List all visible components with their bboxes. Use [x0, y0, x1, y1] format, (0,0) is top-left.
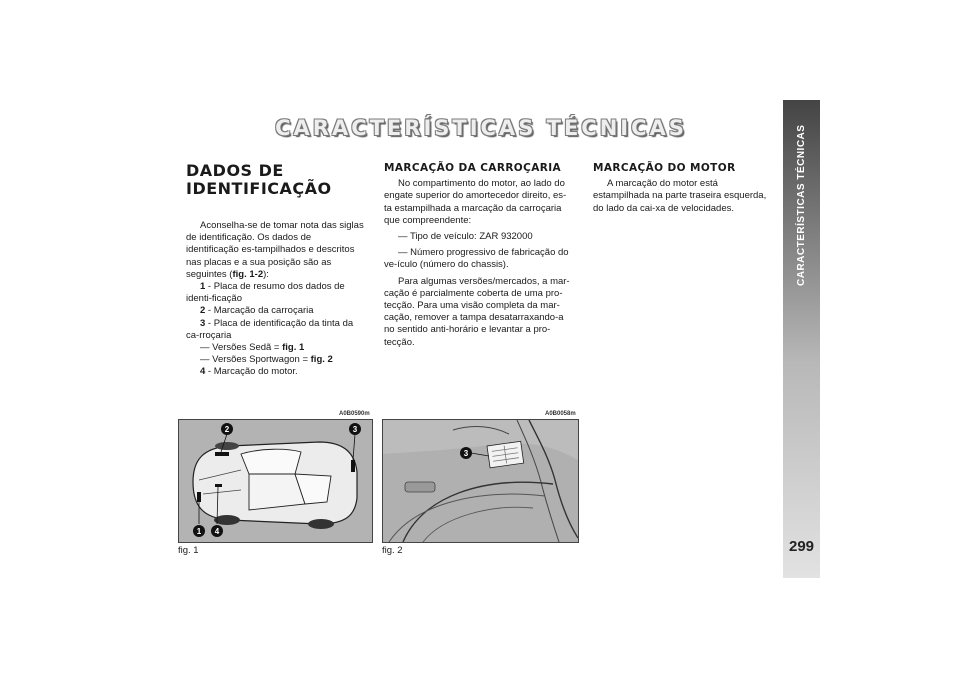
paragraph: A marcação do motor está estampilhada na parte traseira esquerda, do lado da cai-xa de velocidades.	[593, 178, 767, 214]
paragraph: No compartimento do motor, ao lado do engate superior do amortecedor direito, es-ta estampilhada a marcação da carroçaria que compreendente:	[384, 178, 567, 226]
body-marking-column	[384, 162, 572, 349]
version-line: — Versões Sedã = fig. 1	[200, 342, 305, 354]
fig1-code: A0B0590m	[339, 411, 370, 417]
identification-intro: Aconselha-se de tomar nota das siglas de identificação. Os dados de identificação es-tampilhados e descritos nas placas e a sua posição são as seguintes (fig. 1-2):	[186, 220, 364, 280]
svg-text:3: 3	[352, 425, 358, 434]
svg-text:4: 4	[214, 527, 220, 536]
paragraph: — Número progressivo de fabricação do ve-ículo (número do chassis).	[384, 247, 569, 271]
svg-text:3: 3	[463, 449, 469, 458]
identification-heading: DADOS DE IDENTIFICAÇÃO	[186, 161, 332, 198]
fig1-marker-1	[193, 525, 205, 537]
engine-marking-column	[593, 162, 773, 215]
svg-text:1: 1	[196, 527, 202, 536]
fig2-engine-bay-illustration	[382, 419, 579, 543]
chapter-sidebar	[783, 100, 820, 578]
version-line: — Versões Sportwagon = fig. 2	[200, 354, 333, 366]
fig2-caption: fig. 2	[382, 545, 403, 556]
paragraph: Para algumas versões/mercados, a mar-cação é parcialmente coberta de uma pro-tecção. Para uma visão completa da mar-cação, remover a tampa desatarraxando-a no sentido anti-horário e levantar a pro-tecção.	[384, 275, 570, 348]
fig1-marker-4	[211, 525, 223, 537]
paragraph: — Tipo de veículo: ZAR 932000	[398, 231, 533, 243]
sidebar-chapter-label: CARACTERÍSTICAS TÉCNICAS	[796, 124, 807, 286]
engine-marking-heading: MARCAÇÃO DO MOTOR	[593, 162, 736, 174]
fig1-car-illustration	[178, 419, 373, 543]
list-item: 1 - Placa de resumo dos dados de identi-ficação	[186, 281, 345, 305]
fig2-code: A0B0058m	[545, 411, 576, 417]
page-number: 299	[788, 538, 815, 555]
fig2-marker-3	[460, 447, 472, 459]
fig1-marker-2	[221, 423, 233, 435]
list-item: 2 - Marcação da carroçaria	[200, 305, 314, 317]
identification-column	[186, 162, 364, 379]
fig1-caption: fig. 1	[178, 545, 199, 556]
list-item: 4 - Marcação do motor.	[200, 366, 298, 378]
fig1-marker-3	[349, 423, 361, 435]
list-item: 3 - Placa de identificação da tinta da ca-rroçaria	[186, 317, 354, 341]
svg-text:2: 2	[224, 425, 230, 434]
body-marking-heading: MARCAÇÃO DA CARROÇARIA	[384, 162, 562, 174]
chapter-title: CARACTERÍSTICAS TÉCNICAS	[275, 116, 687, 140]
